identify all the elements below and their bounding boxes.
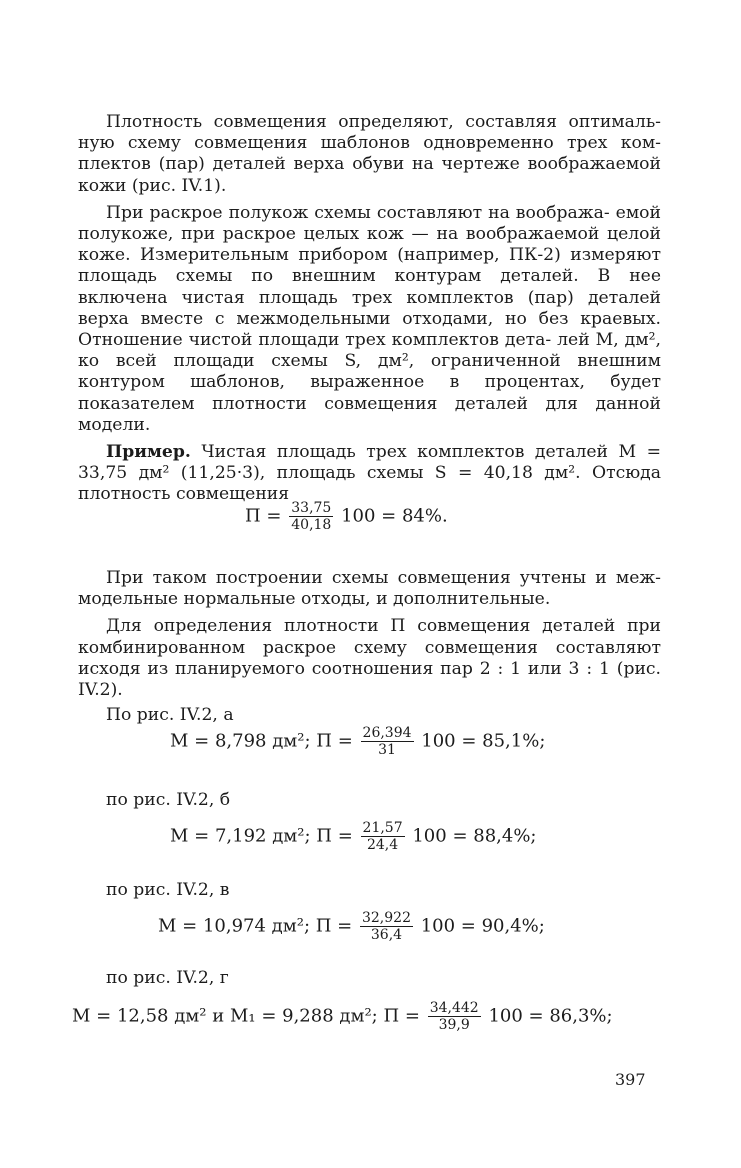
eqb-fraction xyxy=(361,820,405,853)
eqa-rhs: 100 = 85,1%; xyxy=(421,730,546,752)
ref-b: по рис. IV.2, б xyxy=(106,790,231,810)
page-number: 397 xyxy=(615,1070,646,1089)
eq1-denominator: 40,18 xyxy=(291,517,332,533)
eqb-numerator: 21,57 xyxy=(362,820,403,836)
eqg-denominator: 39,9 xyxy=(438,1017,470,1033)
eqb-denominator: 24,4 xyxy=(366,837,399,853)
eq1-numerator: 33,75 xyxy=(291,500,332,516)
eqg-rhs: 100 = 86,3%; xyxy=(488,1005,613,1027)
equation-b xyxy=(170,820,537,853)
paragraph-5: Для определения плотности П совмещения деталей при комбинированном раскрое схему совмещения составляют исходя из планируемого соотношения пар 2 : 1 или 3 : 1 (рис. IV.2). xyxy=(78,616,661,701)
eqg-lhs: М = 12,58 дм² и М₁ = 9,288 дм²; П = xyxy=(72,1005,420,1027)
eqv-denominator: 36,4 xyxy=(370,927,403,943)
ref-g: по рис. IV.2, г xyxy=(106,968,229,988)
eqb-rhs: 100 = 88,4%; xyxy=(412,825,537,847)
equation-v xyxy=(158,910,545,943)
equation-density xyxy=(245,500,448,533)
eqg-fraction xyxy=(428,1000,481,1033)
paragraph-1: Плотность совмещения определяют, составляя оптималь- ную схему совмещения шаблонов одновременно трех ком- плектов (пар) деталей верха обуви на чертеже воображаемой кожи (рис. IV.1). xyxy=(78,112,661,196)
eqv-numerator: 32,922 xyxy=(361,910,411,926)
eqa-numerator: 26,394 xyxy=(362,725,412,741)
example-label: Пример. xyxy=(106,442,191,463)
paragraph-example xyxy=(78,442,661,506)
eqa-denominator: 31 xyxy=(378,742,396,758)
eqv-lhs: М = 10,974 дм²; П = xyxy=(158,915,353,937)
eqv-rhs: 100 = 90,4%; xyxy=(420,915,545,937)
ref-v: по рис. IV.2, в xyxy=(106,880,230,900)
eq1-fraction xyxy=(289,500,333,533)
ref-a: По рис. IV.2, а xyxy=(106,705,234,726)
eqa-lhs: М = 8,798 дм²; П = xyxy=(170,730,353,752)
eq1-rhs: 100 = 84%. xyxy=(341,505,448,527)
eqa-fraction xyxy=(361,725,414,758)
eqb-lhs: М = 7,192 дм²; П = xyxy=(170,825,353,847)
text-column xyxy=(78,112,661,506)
equation-a xyxy=(170,725,545,758)
ref-v-block xyxy=(78,880,661,901)
ref-g-block xyxy=(78,968,661,989)
eqv-fraction xyxy=(360,910,413,943)
paragraph-2: При раскрое полукож схемы составляют на вообража- емой полукоже, при раскрое целых кож — на воображаемой целой коже. Измерительным прибором (например, ПК-2) измеряют площадь схемы по внешним контурам деталей. В нее включена чистая площадь трех комплектов (пар) деталей верха вместе с межмодельными отходами, но без краевых. Отношение чистой площади трех комплектов дета- лей М, дм², ко всей площади схемы S, дм², ограниченной внешним контуром шаблонов, выраженное в процентах, будет показателем плотности совмещения деталей для данной модели. xyxy=(78,202,661,435)
eqg-numerator: 34,442 xyxy=(429,1000,479,1016)
paragraph-4: При таком построении схемы совмещения учтены и меж- модельные нормальные отходы, и дополнительные. xyxy=(78,568,661,610)
equation-g xyxy=(72,1000,613,1033)
text-column-2 xyxy=(78,568,661,726)
eq1-lhs: П = xyxy=(245,505,282,527)
example-text: Чистая площадь трех комплектов деталей М = 33,75 дм² (11,25·3), площадь схемы S = 40,18 дм². Отсюда плотность совмещения xyxy=(78,442,662,505)
ref-b-block xyxy=(78,790,661,811)
